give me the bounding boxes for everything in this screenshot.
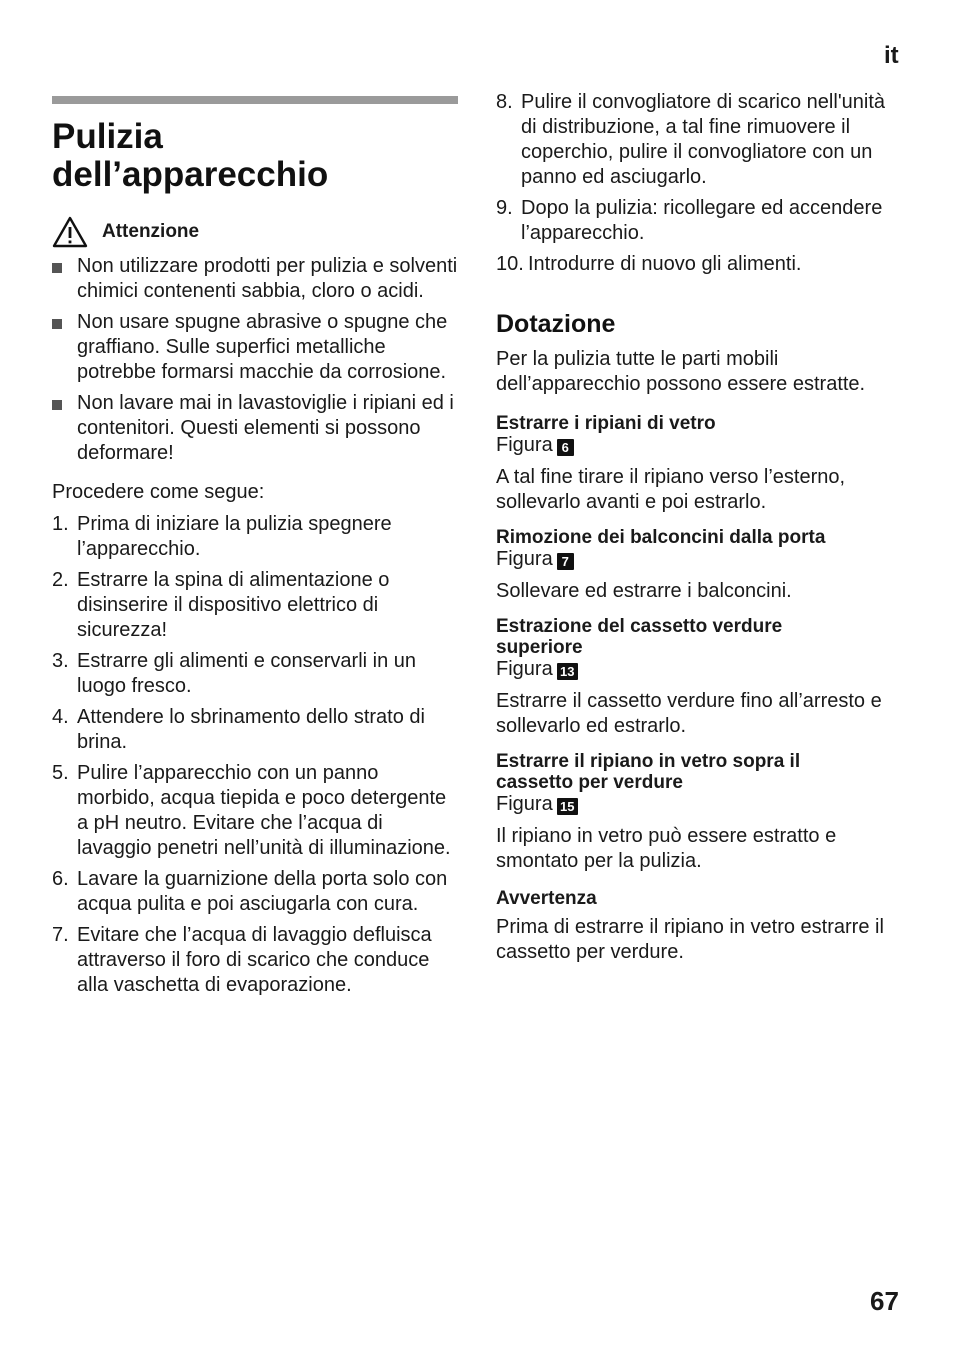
subsection	[496, 616, 906, 739]
figure-number: 7	[557, 553, 574, 570]
subsection	[496, 413, 906, 515]
warning-triangle-icon	[52, 216, 88, 248]
subsection-heading: Estrazione del cassetto verdure superiore	[496, 616, 783, 658]
left-column	[52, 96, 458, 1004]
step-number: 2.	[52, 569, 69, 591]
subsection-body: A tal fine tirare il ripiano verso l’esterno, sollevarlo avanti e poi estrarlo.	[496, 466, 846, 513]
list-item	[52, 310, 458, 385]
step-text: Pulire il convogliatore di scarico nell'unità di distribuzione, a tal fine rimuovere il coperchio, pulire il convogliatore con un panno ed asciugarlo.	[521, 91, 886, 188]
step-number: 3.	[52, 650, 69, 672]
step-number: 8.	[496, 91, 513, 113]
list-item	[52, 254, 458, 304]
subsection	[496, 527, 906, 604]
step-item	[52, 512, 458, 562]
procedure-steps-continued	[496, 90, 906, 277]
page-title	[52, 118, 458, 194]
step-number: 1.	[52, 513, 69, 535]
figure-word: Figura	[496, 434, 553, 456]
figure-reference	[496, 548, 906, 571]
step-number: 6.	[52, 868, 69, 890]
step-item	[496, 252, 906, 277]
step-number: 9.	[496, 197, 513, 219]
list-item-text: Non lavare mai in lavastoviglie i ripiani ed i contenitori. Questi elementi si possono deformare!	[77, 392, 454, 464]
language-tag: it	[884, 42, 899, 69]
bullet-square-icon	[52, 263, 62, 273]
step-item	[496, 196, 906, 246]
page-number: 67	[870, 1286, 899, 1316]
subsection-body: Il ripiano in vetro può essere estratto e smontato per la pulizia.	[496, 825, 837, 872]
step-number: 5.	[52, 762, 69, 784]
right-column	[496, 90, 906, 965]
subsection-heading: Rimozione dei balconcini dalla porta	[496, 527, 826, 548]
step-text: Evitare che l’acqua di lavaggio defluisca attraverso il foro di scarico che conduce alla vaschetta di evaporazione.	[77, 924, 432, 996]
figure-reference	[496, 434, 906, 457]
warning-list	[52, 254, 458, 466]
section-intro: Per la pulizia tutte le parti mobili dell’apparecchio possono essere estratte.	[496, 348, 866, 395]
figure-number: 6	[557, 439, 574, 456]
subsection-heading: Estrarre il ripiano in vetro sopra il cassetto per verdure	[496, 751, 801, 793]
subsection-body: Sollevare ed estrarre i balconcini.	[496, 580, 792, 602]
figure-word: Figura	[496, 548, 553, 570]
figure-reference	[496, 658, 906, 681]
step-text: Introdurre di nuovo gli alimenti.	[528, 253, 802, 275]
list-item-text: Non usare spugne abrasive o spugne che graffiano. Sulle superfici metalliche potrebbe formarsi macchie da corrosione.	[77, 311, 448, 383]
step-number: 10.	[496, 253, 524, 275]
step-item	[496, 90, 906, 190]
step-item	[52, 649, 458, 699]
bullet-square-icon	[52, 319, 62, 329]
list-item-text: Non utilizzare prodotti per pulizia e solventi chimici contenenti sabbia, cloro o acidi.	[77, 255, 458, 302]
procedure-intro: Procedere come segue:	[52, 481, 265, 503]
step-item	[52, 761, 458, 861]
subsection	[496, 751, 906, 874]
procedure-steps	[52, 512, 458, 998]
warning-label: Attenzione	[102, 221, 200, 242]
list-item	[52, 391, 458, 466]
step-item	[52, 705, 458, 755]
note-heading: Avvertenza	[496, 888, 597, 909]
section-title: Dotazione	[496, 310, 616, 338]
step-item	[52, 568, 458, 643]
step-text: Pulire l’apparecchio con un panno morbido, acqua tiepida e poco detergente a pH neutro. Evitare che l’acqua di lavaggio penetri nell’unità di illuminazione.	[77, 762, 451, 859]
title-line-1: Pulizia	[52, 117, 163, 156]
figure-number: 13	[557, 663, 578, 680]
step-text: Prima di iniziare la pulizia spegnere l’apparecchio.	[77, 513, 392, 560]
step-text: Estrarre gli alimenti e conservarli in un luogo fresco.	[77, 650, 417, 697]
figure-word: Figura	[496, 658, 553, 680]
step-number: 4.	[52, 706, 69, 728]
step-item	[52, 867, 458, 917]
step-text: Estrarre la spina di alimentazione o disinserire il dispositivo elettrico di sicurezza!	[77, 569, 390, 641]
figure-word: Figura	[496, 793, 553, 815]
warning-header	[52, 216, 458, 248]
subsection-body: Estrarre il cassetto verdure fino all’arresto e sollevarlo ed estrarlo.	[496, 690, 882, 737]
figure-number: 15	[557, 798, 578, 815]
note-body: Prima di estrarre il ripiano in vetro estrarre il cassetto per verdure.	[496, 916, 884, 963]
step-text: Dopo la pulizia: ricollegare ed accendere l’apparecchio.	[521, 197, 883, 244]
figure-reference	[496, 793, 906, 816]
step-item	[52, 923, 458, 998]
note	[496, 888, 906, 965]
step-text: Attendere lo sbrinamento dello strato di brina.	[77, 706, 425, 753]
bullet-square-icon	[52, 400, 62, 410]
subsection-heading: Estrarre i ripiani di vetro	[496, 413, 716, 434]
step-number: 7.	[52, 924, 69, 946]
step-text: Lavare la guarnizione della porta solo con acqua pulita e poi asciugarla con cura.	[77, 868, 448, 915]
section-rule	[52, 96, 458, 104]
title-line-2: dell’apparecchio	[52, 155, 329, 194]
